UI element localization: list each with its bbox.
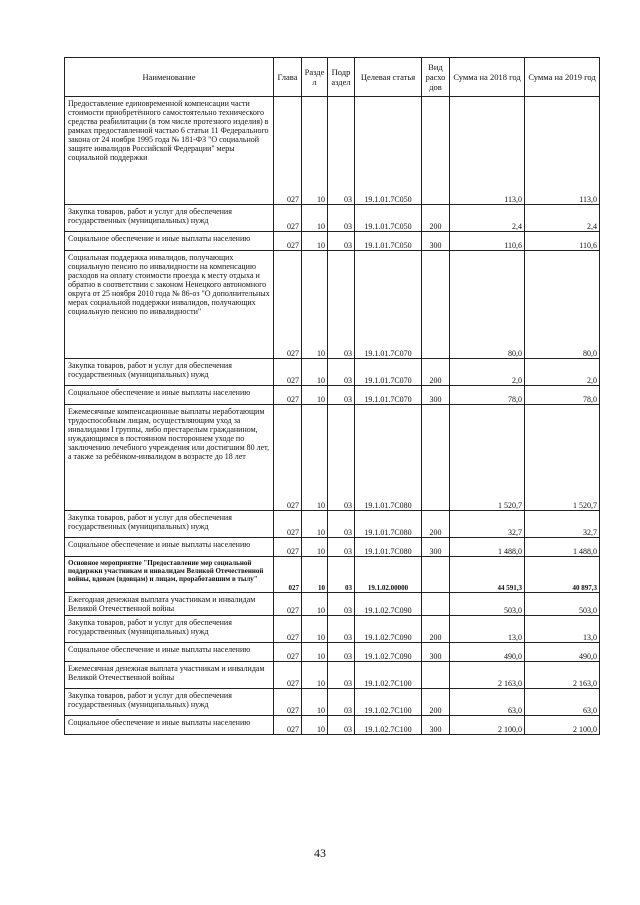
cell-sum2019: 40 897,3 (525, 557, 600, 593)
table-row (65, 643, 600, 662)
cell-podrazdel: 03 (328, 232, 355, 251)
table-row (65, 593, 600, 616)
cell-glava: 027 (274, 593, 302, 616)
cell-glava: 027 (274, 251, 302, 359)
cell-sum2018: 2,4 (450, 205, 525, 232)
cell-glava: 027 (274, 232, 302, 251)
cell-name: Ежегодная денежная выплата участникам и инвалидам Великой Отечественной войны (65, 593, 274, 616)
cell-razdel: 10 (302, 251, 328, 359)
cell-podrazdel: 03 (328, 616, 355, 643)
cell-razdel: 10 (302, 689, 328, 716)
cell-sum2018: 44 591,3 (450, 557, 525, 593)
table-row (65, 405, 600, 511)
cell-vid: 300 (422, 643, 450, 662)
cell-vid: 300 (422, 232, 450, 251)
cell-article: 19.1.01.7С050 (355, 232, 422, 251)
cell-glava: 027 (274, 511, 302, 538)
cell-podrazdel: 03 (328, 359, 355, 386)
cell-razdel: 10 (302, 716, 328, 735)
cell-name: Основное мероприятие "Предоставление мер социальной поддержки участникам и инвалидам Великой Отечественной войны, вдовам (вдовцам) и лицам, проработавшим в тылу" (65, 557, 274, 593)
cell-sum2018: 503,0 (450, 593, 525, 616)
cell-sum2019: 1 520,7 (525, 405, 600, 511)
cell-razdel: 10 (302, 593, 328, 616)
cell-razdel: 10 (302, 405, 328, 511)
cell-name: Социальное обеспечение и иные выплаты населению (65, 538, 274, 557)
cell-razdel: 10 (302, 386, 328, 405)
header-podrazdel: Подр аздел (328, 58, 355, 97)
header-name: Наименование (65, 58, 274, 97)
cell-name: Ежемесячная денежная выплата участникам и инвалидам Великой Отечественной войны (65, 662, 274, 689)
header-vid: Вид расхо дов (422, 58, 450, 97)
cell-razdel: 10 (302, 538, 328, 557)
cell-sum2018: 113,0 (450, 97, 525, 205)
cell-vid (422, 662, 450, 689)
cell-vid (422, 405, 450, 511)
cell-razdel: 10 (302, 205, 328, 232)
cell-sum2019: 13,0 (525, 616, 600, 643)
cell-vid: 200 (422, 359, 450, 386)
cell-sum2019: 113,0 (525, 97, 600, 205)
cell-razdel: 10 (302, 662, 328, 689)
cell-article: 19.1.01.7С050 (355, 97, 422, 205)
cell-sum2018: 1 488,0 (450, 538, 525, 557)
cell-sum2019: 1 488,0 (525, 538, 600, 557)
cell-razdel: 10 (302, 557, 328, 593)
cell-article: 19.1.02.7С090 (355, 616, 422, 643)
cell-article: 19.1.01.7С070 (355, 386, 422, 405)
cell-vid: 300 (422, 538, 450, 557)
cell-sum2019: 63,0 (525, 689, 600, 716)
cell-name: Социальное обеспечение и иные выплаты населению (65, 386, 274, 405)
table-header-row (65, 58, 600, 97)
cell-vid: 300 (422, 716, 450, 735)
cell-sum2019: 32,7 (525, 511, 600, 538)
cell-glava: 027 (274, 386, 302, 405)
cell-name: Социальная поддержка инвалидов, получающих социальную пенсию по инвалидности на компенсацию расходов на оплату стоимости проезда к месту отдыха и обратно в соответствии с законом Ненецкого автономного округа от 25 ноября 2010 года № 86-оз "О дополнительных мерах социальной поддержки инвалидов, получающих социальную пенсию по инвалидности" (65, 251, 274, 359)
cell-vid (422, 251, 450, 359)
cell-razdel: 10 (302, 643, 328, 662)
cell-glava: 027 (274, 557, 302, 593)
cell-name: Ежемесячные компенсационные выплаты неработающим трудоспособным лицам, осуществляющим уход за инвалидами I группы, либо престарелым гражданином, нуждающимся в постоянном постороннем уходе по заключению лечебного учреждения или достигшим 80 лет, а также за ребёнком-инвалидом в возрасте до 18 лет (65, 405, 274, 511)
table-row (65, 557, 600, 593)
cell-sum2018: 2,0 (450, 359, 525, 386)
cell-sum2019: 490,0 (525, 643, 600, 662)
cell-sum2018: 2 163,0 (450, 662, 525, 689)
cell-vid (422, 557, 450, 593)
table-row (65, 232, 600, 251)
cell-vid: 200 (422, 616, 450, 643)
cell-name: Закупка товаров, работ и услуг для обеспечения государственных (муниципальных) нужд (65, 359, 274, 386)
cell-podrazdel: 03 (328, 511, 355, 538)
cell-razdel: 10 (302, 616, 328, 643)
budget-table (64, 57, 600, 735)
cell-glava: 027 (274, 405, 302, 511)
cell-article: 19.1.02.7С100 (355, 662, 422, 689)
cell-sum2018: 110,6 (450, 232, 525, 251)
cell-glava: 027 (274, 689, 302, 716)
header-glava: Глава (274, 58, 302, 97)
cell-name: Социальное обеспечение и иные выплаты населению (65, 716, 274, 735)
cell-razdel: 10 (302, 511, 328, 538)
table-row (65, 716, 600, 735)
cell-podrazdel: 03 (328, 643, 355, 662)
cell-glava: 027 (274, 716, 302, 735)
cell-podrazdel: 03 (328, 593, 355, 616)
cell-article: 19.1.02.00000 (355, 557, 422, 593)
cell-podrazdel: 03 (328, 538, 355, 557)
cell-razdel: 10 (302, 232, 328, 251)
cell-name: Закупка товаров, работ и услуг для обеспечения государственных (муниципальных) нужд (65, 205, 274, 232)
table-row (65, 538, 600, 557)
cell-razdel: 10 (302, 359, 328, 386)
cell-article: 19.1.01.7С080 (355, 405, 422, 511)
cell-glava: 027 (274, 359, 302, 386)
cell-glava: 027 (274, 643, 302, 662)
cell-podrazdel: 03 (328, 405, 355, 511)
cell-sum2019: 78,0 (525, 386, 600, 405)
cell-podrazdel: 03 (328, 689, 355, 716)
cell-podrazdel: 03 (328, 97, 355, 205)
cell-article: 19.1.02.7С090 (355, 643, 422, 662)
cell-razdel: 10 (302, 97, 328, 205)
cell-sum2018: 2 100,0 (450, 716, 525, 735)
cell-podrazdel: 03 (328, 557, 355, 593)
cell-name: Предоставление единовременной компенсации части стоимости приобретённого самостоятельно технического средства реабилитации (в том числе протезного изделия) в рамках предоставленной частью 6 статьи 11 Федерального закона от 24 ноября 1995 года № 181-ФЗ "О социальной защите инвалидов Российской Федерации" меры социальной поддержки (65, 97, 274, 205)
cell-sum2018: 32,7 (450, 511, 525, 538)
table-row (65, 616, 600, 643)
cell-sum2019: 80,0 (525, 251, 600, 359)
cell-sum2019: 2,0 (525, 359, 600, 386)
cell-sum2019: 110,6 (525, 232, 600, 251)
cell-article: 19.1.01.7С070 (355, 359, 422, 386)
table-row (65, 251, 600, 359)
cell-glava: 027 (274, 205, 302, 232)
cell-vid (422, 97, 450, 205)
cell-article: 19.1.01.7С070 (355, 251, 422, 359)
cell-glava: 027 (274, 538, 302, 557)
cell-podrazdel: 03 (328, 205, 355, 232)
cell-podrazdel: 03 (328, 251, 355, 359)
table-row (65, 205, 600, 232)
cell-podrazdel: 03 (328, 386, 355, 405)
cell-name: Закупка товаров, работ и услуг для обеспечения государственных (муниципальных) нужд (65, 689, 274, 716)
cell-glava: 027 (274, 97, 302, 205)
cell-sum2018: 80,0 (450, 251, 525, 359)
cell-podrazdel: 03 (328, 662, 355, 689)
cell-sum2018: 490,0 (450, 643, 525, 662)
cell-sum2019: 2 163,0 (525, 662, 600, 689)
table-row (65, 359, 600, 386)
cell-sum2018: 63,0 (450, 689, 525, 716)
table-row (65, 97, 600, 205)
cell-glava: 027 (274, 662, 302, 689)
cell-article: 19.1.02.7С100 (355, 689, 422, 716)
cell-vid: 300 (422, 386, 450, 405)
cell-article: 19.1.01.7С080 (355, 538, 422, 557)
cell-vid: 200 (422, 205, 450, 232)
cell-sum2018: 13,0 (450, 616, 525, 643)
budget-table-sheet (64, 57, 599, 735)
cell-vid: 200 (422, 689, 450, 716)
cell-article: 19.1.02.7С100 (355, 716, 422, 735)
cell-article: 19.1.02.7С090 (355, 593, 422, 616)
cell-sum2018: 78,0 (450, 386, 525, 405)
cell-sum2018: 1 520,7 (450, 405, 525, 511)
page-number: 43 (314, 846, 326, 860)
table-row (65, 511, 600, 538)
cell-sum2019: 2 100,0 (525, 716, 600, 735)
header-article: Целевая статья (355, 58, 422, 97)
cell-vid: 200 (422, 511, 450, 538)
table-row (65, 386, 600, 405)
header-sum-2018: Сумма на 2018 год (450, 58, 525, 97)
cell-sum2019: 2,4 (525, 205, 600, 232)
cell-vid (422, 593, 450, 616)
cell-name: Закупка товаров, работ и услуг для обеспечения государственных (муниципальных) нужд (65, 511, 274, 538)
cell-name: Социальное обеспечение и иные выплаты населению (65, 232, 274, 251)
cell-podrazdel: 03 (328, 716, 355, 735)
cell-glava: 027 (274, 616, 302, 643)
table-row (65, 662, 600, 689)
cell-sum2019: 503,0 (525, 593, 600, 616)
cell-article: 19.1.01.7С050 (355, 205, 422, 232)
cell-article: 19.1.01.7С080 (355, 511, 422, 538)
header-razdel: Разде л (302, 58, 328, 97)
header-sum-2019: Сумма на 2019 год (525, 58, 600, 97)
cell-name: Закупка товаров, работ и услуг для обеспечения государственных (муниципальных) нужд (65, 616, 274, 643)
cell-name: Социальное обеспечение и иные выплаты населению (65, 643, 274, 662)
table-row (65, 689, 600, 716)
